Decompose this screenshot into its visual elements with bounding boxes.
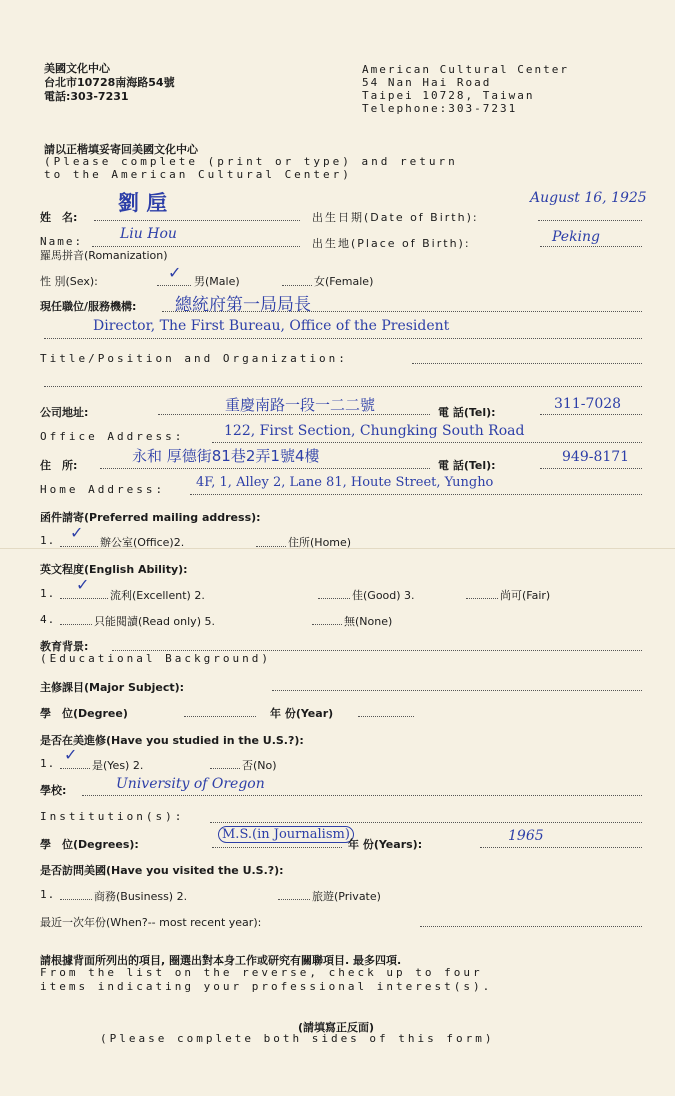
studied-yes-line: [60, 768, 90, 769]
eng-good-line: [318, 598, 350, 599]
mailing-office-line: [60, 546, 98, 547]
home-label-zh: 住 所:: [40, 459, 78, 472]
degrees-line: [212, 847, 342, 848]
sex-female-option: 女(Female): [314, 275, 374, 288]
office-tel-line: [540, 414, 642, 415]
position-label-en: Title/Position and Organization:: [40, 352, 348, 365]
years-line: [480, 847, 642, 848]
sex-male-option: 男(Male): [194, 275, 240, 288]
degrees-value[interactable]: M.S.(in Journalism): [218, 826, 354, 843]
home-tel-label: 電 話(Tel):: [438, 459, 496, 472]
office-value-zh[interactable]: 重慶南路一段一二二號: [225, 396, 376, 414]
sex-male-line: [157, 285, 191, 286]
studied-no-line: [210, 768, 240, 769]
header-org-zh: 美國文化中心: [44, 62, 110, 75]
eng-fair-option: 尚可(Fair): [500, 589, 551, 602]
name-zh-label: 姓 名:: [40, 211, 78, 224]
office-tel-label: 電 話(Tel):: [438, 406, 496, 419]
name-zh-value[interactable]: 劉 垕: [118, 191, 168, 215]
sex-male-check[interactable]: ✓: [168, 263, 182, 282]
eng-none-line: [312, 624, 342, 625]
pob-value[interactable]: Peking: [552, 229, 601, 245]
footer-zh: 請根據背面所列出的項目, 圈選出對本身工作或研究有關聯項目. 最多四項.: [40, 954, 402, 967]
sex-female-line: [282, 285, 312, 286]
edu-label-zh: 教育背景:: [40, 640, 89, 653]
header-tel-zh: 電話:303-7231: [44, 90, 129, 103]
reverse-en: (Please complete both sides of this form): [100, 1032, 495, 1045]
pob-line: [540, 246, 642, 247]
position-value-en[interactable]: Director, The First Bureau, Office of the President: [93, 318, 450, 334]
position-value-zh[interactable]: 總統府第一局局長: [175, 295, 311, 315]
home-tel-line: [540, 468, 642, 469]
footer-en-line2: items indicating your professional interest(s).: [40, 980, 493, 993]
visited-business-option: 商務(Business) 2.: [94, 890, 188, 903]
mailing-home-line: [256, 546, 286, 547]
dob-label: 出生日期(Date of Birth):: [312, 211, 479, 224]
home-en-line: [190, 494, 642, 495]
school-label: 學校:: [40, 784, 67, 797]
school-line: [82, 795, 642, 796]
mailing-opt1: 1.: [40, 534, 56, 547]
pob-label: 出生地(Place of Birth):: [312, 237, 471, 250]
footer-en-line1: From the list on the reverse, check up to four: [40, 966, 483, 979]
years-label: 年 份(Years):: [348, 838, 423, 851]
degrees-label: 學 位(Degrees):: [40, 838, 139, 851]
intro-en-line2: to the American Cultural Center): [44, 168, 352, 181]
school-value[interactable]: University of Oregon: [116, 776, 265, 792]
mailing-office-option: 辦公室(Office)2.: [100, 536, 185, 549]
edu-line: [112, 650, 642, 651]
eng-read-option: 只能閱讀(Read only) 5.: [94, 615, 215, 628]
eng-read-line: [60, 624, 92, 625]
header-address-en: 54 Nan Hai Road: [362, 76, 492, 89]
position-line2: [44, 338, 642, 339]
eng-opt1-num: 1.: [40, 587, 56, 600]
edu-label-en: (Educational Background): [40, 652, 271, 665]
years-value[interactable]: 1965: [508, 828, 544, 844]
position-line4: [44, 386, 642, 387]
eng-excellent-line: [60, 598, 108, 599]
studied-opt1: 1.: [40, 757, 56, 770]
english-label: 英文程度(English Ability):: [40, 563, 188, 576]
header-org-en: American Cultural Center: [362, 63, 569, 76]
recent-label: 最近一次年份(When?-- most recent year):: [40, 916, 262, 929]
eng-good-option: 佳(Good) 3.: [352, 589, 415, 602]
mailing-office-check[interactable]: ✓: [70, 523, 84, 542]
major-label: 主修課目(Major Subject):: [40, 681, 185, 694]
office-value-en[interactable]: 122, First Section, Chungking South Road: [224, 423, 525, 439]
home-value-zh[interactable]: 永和 厚德街81巷2弄1號4樓: [132, 447, 320, 465]
name-en-label: Name:: [40, 235, 84, 248]
eng-fair-line: [466, 598, 498, 599]
eng-excellent-check[interactable]: ✓: [76, 575, 90, 594]
intro-zh: 請以正楷填妥寄回美國文化中心: [44, 143, 198, 156]
name-en-value[interactable]: Liu Hou: [120, 226, 177, 242]
header-tel-en: Telephone:303-7231: [362, 102, 518, 115]
studied-yes-check[interactable]: ✓: [64, 745, 78, 764]
home-label-en: Home Address:: [40, 483, 166, 496]
header-address-zh: 台北市10728南海路54號: [44, 76, 175, 89]
studied-label: 是否在美進修(Have you studied in the U.S.?):: [40, 734, 304, 747]
eng-excellent-option: 流利(Excellent) 2.: [110, 589, 205, 602]
recent-line: [420, 926, 642, 927]
header-city-en: Taipei 10728, Taiwan: [362, 89, 535, 102]
visited-private-option: 旅遊(Private): [312, 890, 381, 903]
eng-opt4-num: 4.: [40, 613, 56, 626]
office-tel-value[interactable]: 311-7028: [554, 396, 622, 412]
mailing-home-option: 住所(Home): [288, 536, 352, 549]
home-zh-line: [100, 468, 430, 469]
name-zh-line: [94, 220, 300, 221]
office-label-zh: 公司地址:: [40, 406, 89, 419]
dob-line: [538, 220, 642, 221]
degree-label: 學 位(Degree): [40, 707, 128, 720]
reverse-zh: (請填寫正反面): [298, 1021, 375, 1034]
sex-label: 性 別(Sex):: [40, 275, 98, 288]
position-line3: [412, 363, 642, 364]
visited-label: 是否訪問美國(Have you visited the U.S.?):: [40, 864, 284, 877]
major-line: [272, 690, 642, 691]
degree-line: [184, 716, 256, 717]
studied-no-option: 否(No): [242, 759, 277, 772]
position-label-zh: 現任職位/服務機構:: [40, 300, 137, 313]
institution-label: Institution(s):: [40, 810, 185, 823]
home-value-en[interactable]: 4F, 1, Alley 2, Lane 81, Houte Street, Yungho: [196, 475, 494, 490]
mailing-label: 函件請寄(Preferred mailing address):: [40, 511, 261, 524]
visited-private-line: [278, 899, 310, 900]
romanization-label: 羅馬拼音(Romanization): [40, 249, 168, 262]
office-en-line: [212, 442, 642, 443]
eng-none-option: 無(None): [344, 615, 393, 628]
institution-line: [210, 822, 642, 823]
year-line: [358, 716, 414, 717]
year-label: 年 份(Year): [270, 707, 334, 720]
office-label-en: Office Address:: [40, 430, 185, 443]
dob-value[interactable]: August 16, 1925: [530, 190, 647, 206]
visited-opt1: 1.: [40, 888, 56, 901]
studied-yes-option: 是(Yes) 2.: [92, 759, 144, 772]
visited-business-line: [60, 899, 92, 900]
intro-en-line1: (Please complete (print or type) and return: [44, 155, 458, 168]
home-tel-value[interactable]: 949-8171: [562, 449, 630, 465]
